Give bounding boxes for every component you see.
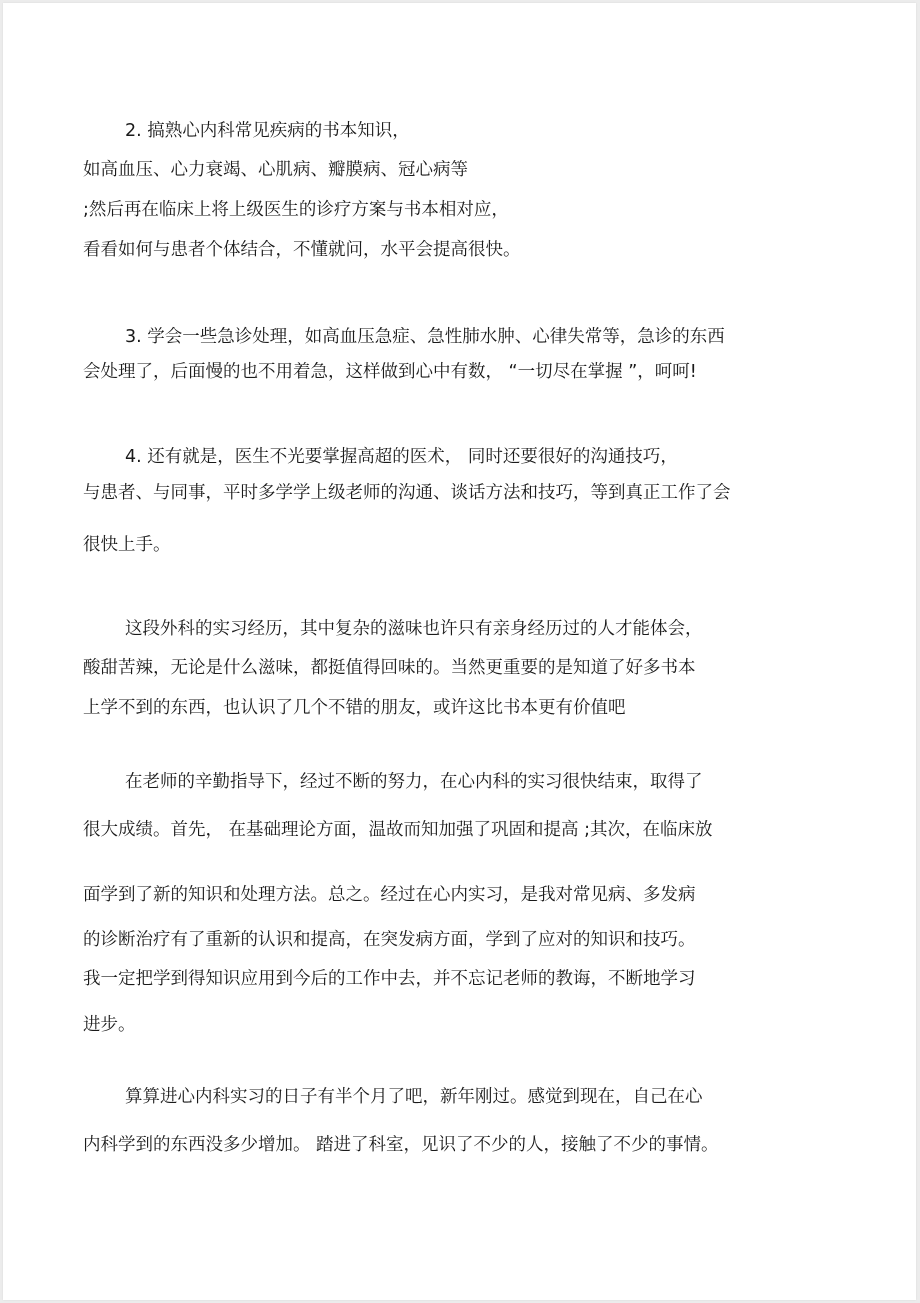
text-line: 3. 学会一些急诊处理，如高血压急症、急性肺水肿、心律失常等，急诊的东西 <box>125 327 725 347</box>
text-line: 很大成绩。首先， 在基础理论方面，温故而知加强了巩固和提高 ;其次，在临床放 <box>83 820 713 840</box>
text-line: 这段外科的实习经历，其中复杂的滋味也许只有亲身经历过的人才能体会， <box>125 619 703 639</box>
text-line: 看看如何与患者个体结合，不懂就问，水平会提高很快。 <box>83 240 521 260</box>
text-line: 会处理了，后面慢的也不用着急，这样做到心中有数， “一切尽在掌握 ”，呵呵! <box>83 362 697 382</box>
text-line: 在老师的辛勤指导下，经过不断的努力，在心内科的实习很快结束，取得了 <box>125 772 703 792</box>
text-line: 如高血压、心力衰竭、心肌病、瓣膜病、冠心病等 <box>83 160 468 180</box>
text-line: 很快上手。 <box>83 535 171 555</box>
text-line: 4. 还有就是，医生不光要掌握高超的医术， 同时还要很好的沟通技巧， <box>125 447 678 467</box>
text-line: 上学不到的东西，也认识了几个不错的朋友，或许这比书本更有价值吧 <box>83 698 626 718</box>
text-line: 内科学到的东西没多少增加。 踏进了科室，见识了不少的人，接触了不少的事情。 <box>83 1135 719 1155</box>
document-page <box>3 3 916 1300</box>
text-line: 算算进心内科实习的日子有半个月了吧，新年刚过。感觉到现在，自己在心 <box>125 1087 703 1107</box>
text-line: 进步。 <box>83 1015 136 1035</box>
text-line: 我一定把学到得知识应用到今后的工作中去，并不忘记老师的教诲，不断地学习 <box>83 969 696 989</box>
text-line: 2. 搞熟心内科常见疾病的书本知识， <box>125 121 410 141</box>
text-line: 的诊断治疗有了重新的认识和提高，在突发病方面，学到了应对的知识和技巧。 <box>83 930 696 950</box>
text-line: 与患者、与同事，平时多学学上级老师的沟通、谈话方法和技巧，等到真正工作了会 <box>83 483 731 503</box>
text-line: ;然后再在临床上将上级医生的诊疗方案与书本相对应， <box>83 200 509 220</box>
text-line: 面学到了新的知识和处理方法。总之。经过在心内实习，是我对常见病、多发病 <box>83 885 696 905</box>
text-line: 酸甜苦辣，无论是什么滋味，都挺值得回味的。当然更重要的是知道了好多书本 <box>83 658 696 678</box>
